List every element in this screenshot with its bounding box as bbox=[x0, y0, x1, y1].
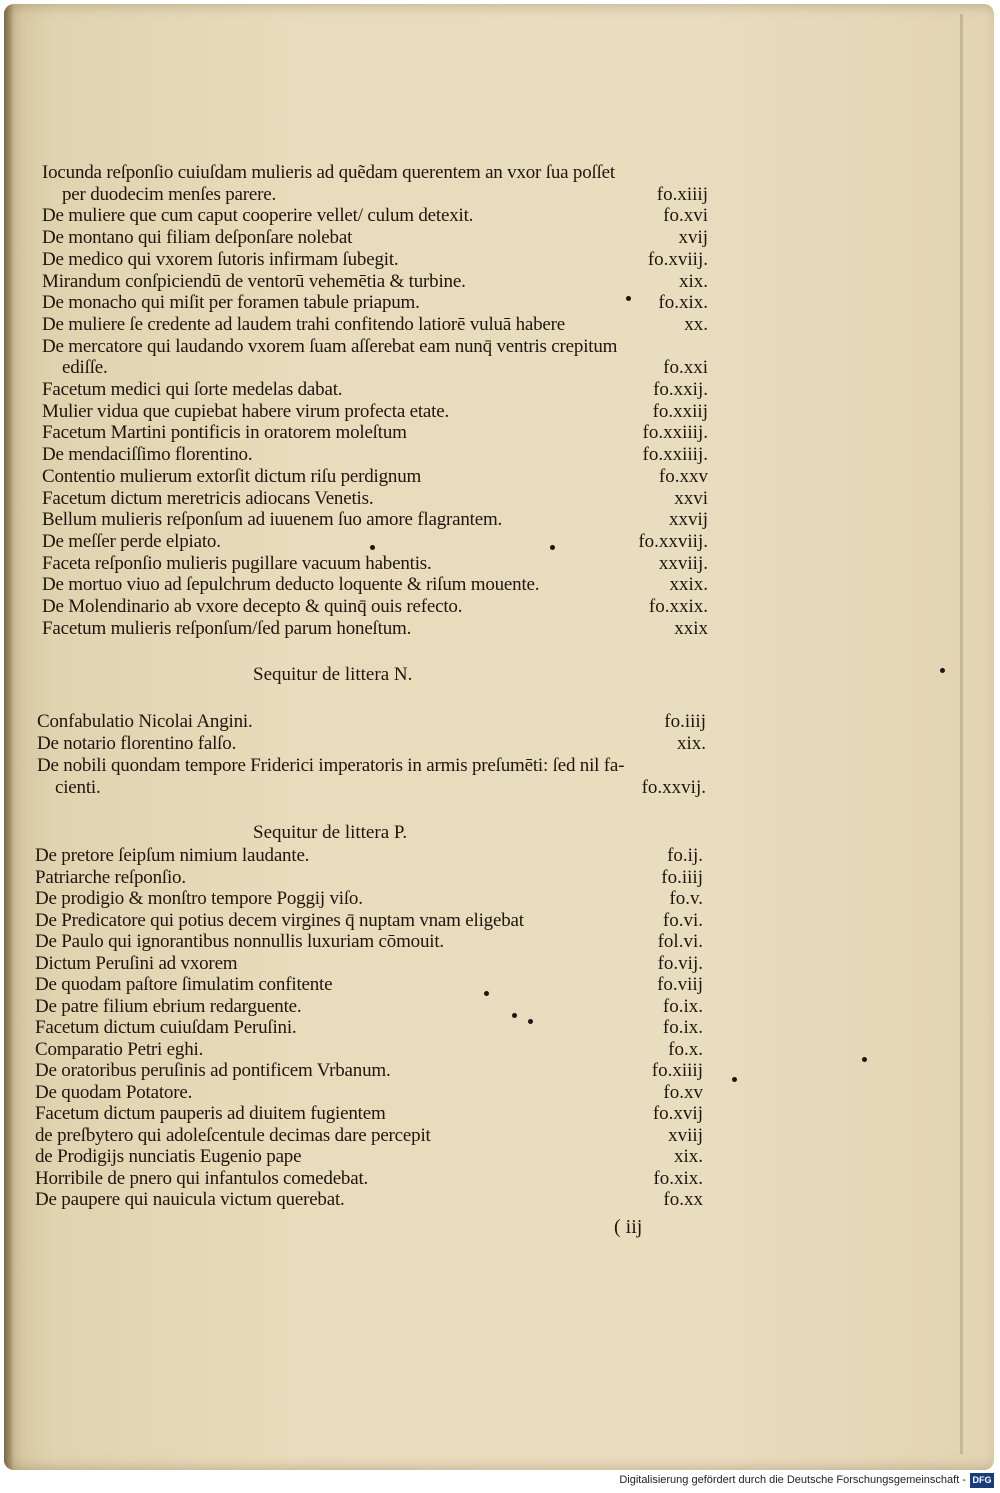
entry-folio: fo.xxix. bbox=[648, 596, 708, 617]
entry-title: ediſſe. bbox=[62, 357, 108, 379]
entry-title: Iocunda reſponſio cuiuſdam mulieris ad quẽdam querentem an vxor ſua poſſet bbox=[42, 162, 615, 183]
entry-title: de preſbytero qui adoleſcentule decimas dare percepit bbox=[35, 1124, 431, 1146]
entry-folio: fo.xxvij. bbox=[641, 777, 706, 798]
entry-folio: fo.xxij. bbox=[653, 379, 708, 400]
dfg-logo: DFG bbox=[970, 1473, 994, 1488]
index-entry bbox=[0, 596, 1000, 618]
entry-title: De mercatore qui laudando vxorem ſuam aſſerebat eam nunq̄ ventris crepitum bbox=[42, 335, 618, 357]
entry-folio: fo.viij bbox=[657, 974, 703, 995]
index-entry bbox=[0, 1125, 1000, 1147]
ink-speck bbox=[370, 545, 375, 550]
index-entry bbox=[0, 711, 1000, 733]
ink-speck bbox=[550, 545, 555, 550]
index-entry bbox=[0, 205, 1000, 227]
entry-title: Faceta reſponſio mulieris pugillare vacuum habentis. bbox=[42, 552, 432, 574]
entry-folio: fo.ij. bbox=[667, 845, 703, 866]
entry-title: De quodam Potatore. bbox=[35, 1081, 193, 1103]
entry-title: Facetum dictum cuiuſdam Peruſini. bbox=[35, 1017, 297, 1038]
ink-speck bbox=[626, 296, 631, 301]
entry-title: Facetum dictum meretricis adiocans Venetis. bbox=[42, 487, 374, 509]
entry-folio: fo.v. bbox=[669, 888, 703, 909]
entry-title: De oratoribus peruſinis ad pontificem Vrbanum. bbox=[35, 1060, 391, 1081]
index-entry bbox=[0, 292, 1000, 314]
entry-folio: fo.xviij. bbox=[647, 248, 708, 270]
index-entry bbox=[0, 466, 1000, 488]
entry-folio: fo.xv bbox=[663, 1081, 703, 1103]
entry-folio: fo.xvij bbox=[652, 1103, 703, 1124]
entry-title: Patriarche reſponſio. bbox=[35, 866, 186, 888]
entry-title: De mendaciſſimo florentino. bbox=[42, 444, 253, 466]
entry-title: De muliere ſe credente ad laudem trahi confitendo latiorē vuluā habere bbox=[42, 313, 566, 335]
index-entry bbox=[0, 1017, 1000, 1039]
index-entry bbox=[0, 531, 1000, 553]
entry-title: Mulier vidua que cupiebat habere virum profecta etate. bbox=[42, 400, 450, 422]
entry-title: per duodecim menſes parere. bbox=[62, 183, 277, 205]
index-entry bbox=[0, 1189, 1000, 1211]
entry-folio: xxix. bbox=[669, 574, 708, 596]
funding-credit: Digitalisierung gefördert durch die Deutsche Forschungsgemeinschaft - bbox=[619, 1474, 966, 1486]
index-entry bbox=[0, 910, 1000, 932]
entry-title: De notario florentino falſo. bbox=[37, 733, 237, 754]
index-entry bbox=[0, 777, 1000, 799]
entry-folio: fo.xix. bbox=[658, 292, 708, 314]
entry-folio: fo.xxviij. bbox=[638, 530, 708, 552]
entry-title: Dictum Peruſini ad vxorem bbox=[35, 952, 238, 974]
index-entry bbox=[0, 953, 1000, 975]
index-entry bbox=[0, 227, 1000, 249]
entry-folio: fo.x. bbox=[668, 1038, 703, 1060]
entry-title: Bellum mulieris reſponſum ad iuuenem ſuo amore flagrantem. bbox=[42, 509, 503, 531]
index-entry bbox=[0, 357, 1000, 379]
index-entry bbox=[0, 336, 1000, 358]
index-entry bbox=[0, 509, 1000, 531]
entry-title: De mortuo viuo ad ſepulchrum deducto loquente & riſum mouente. bbox=[42, 574, 540, 596]
index-entry bbox=[0, 867, 1000, 889]
entry-title: De Paulo qui ignorantibus nonnullis luxuriam cōmouit. bbox=[35, 931, 444, 952]
entry-folio: fo.xix. bbox=[653, 1167, 703, 1189]
entry-title: De prodigio & monſtro tempore Poggij viſo. bbox=[35, 888, 363, 909]
entry-folio: xvij bbox=[678, 227, 708, 249]
index-entry bbox=[0, 422, 1000, 444]
entry-folio: xix. bbox=[673, 1146, 703, 1167]
entry-folio: xxviij. bbox=[658, 552, 708, 574]
entry-folio: fo.xxv bbox=[658, 465, 708, 487]
index-entry bbox=[0, 1103, 1000, 1125]
entry-folio: xviij bbox=[668, 1124, 703, 1146]
index-entry bbox=[0, 162, 1000, 184]
entry-title: de Prodigijs nunciatis Eugenio pape bbox=[35, 1146, 302, 1167]
index-entry bbox=[0, 249, 1000, 271]
index-entry bbox=[0, 931, 1000, 953]
entry-title: De muliere que cum caput cooperire vellet/ culum detexit. bbox=[42, 205, 474, 227]
index-entry bbox=[0, 401, 1000, 423]
ink-speck bbox=[512, 1013, 517, 1018]
entry-title: cienti. bbox=[55, 777, 101, 798]
entry-folio: fo.xxi bbox=[663, 357, 708, 379]
index-entry bbox=[0, 974, 1000, 996]
entry-folio: fo.xxiiij. bbox=[642, 422, 708, 444]
entry-folio: fo.ix. bbox=[662, 1017, 703, 1038]
entry-title: De patre filium ebrium redarguente. bbox=[35, 995, 302, 1017]
heading-littera-p: Sequitur de littera P. bbox=[253, 822, 408, 843]
entry-folio: xix. bbox=[678, 270, 708, 292]
index-entry bbox=[0, 618, 1000, 640]
index-entry bbox=[0, 314, 1000, 336]
entry-folio: fo.ix. bbox=[662, 995, 703, 1017]
ink-speck bbox=[862, 1057, 867, 1062]
index-entry bbox=[0, 1082, 1000, 1104]
entry-title: De meſſer perde elpiato. bbox=[42, 530, 221, 552]
index-entry bbox=[0, 1039, 1000, 1061]
signature-mark: ( iij bbox=[614, 1216, 643, 1238]
index-entry bbox=[0, 755, 1000, 777]
index-entry bbox=[0, 379, 1000, 401]
entry-title: Comparatio Petri eghi. bbox=[35, 1038, 204, 1060]
entry-folio: fol.vi. bbox=[657, 931, 703, 952]
entry-folio: fo.xvi bbox=[663, 205, 708, 227]
entry-folio: fo.xiiij bbox=[656, 183, 708, 205]
entry-title: De quodam paſtore ſimulatim confitente bbox=[35, 974, 333, 995]
entry-title: Horribile de pnero qui infantulos comedebat. bbox=[35, 1167, 369, 1189]
entry-title: Confabulatio Nicolai Angini. bbox=[37, 711, 253, 732]
entry-folio: fo.xxiiij. bbox=[642, 444, 708, 466]
entry-title: De monacho qui miſit per foramen tabule priapum. bbox=[42, 292, 420, 314]
entry-folio: fo.iiij bbox=[661, 866, 703, 888]
ink-speck bbox=[732, 1077, 737, 1082]
index-entry bbox=[0, 1168, 1000, 1190]
entry-folio: fo.xiiij bbox=[651, 1060, 703, 1081]
entry-title: Facetum medici qui ſorte medelas dabat. bbox=[42, 379, 343, 400]
footer-bar bbox=[0, 1470, 1000, 1493]
entry-folio: xxvi bbox=[674, 487, 708, 509]
entry-title: Contentio mulierum extorſit dictum riſu perdignum bbox=[42, 465, 422, 487]
entry-folio: xix. bbox=[676, 733, 706, 754]
entry-title: De paupere qui nauicula victum querebat. bbox=[35, 1189, 345, 1210]
entry-title: Facetum dictum pauperis ad diuitem fugientem bbox=[35, 1103, 386, 1124]
entry-folio: fo.vi. bbox=[662, 909, 703, 931]
index-entry bbox=[0, 444, 1000, 466]
index-entry bbox=[0, 184, 1000, 206]
heading-littera-n: Sequitur de littera N. bbox=[253, 664, 413, 685]
entry-title: De Molendinario ab vxore decepto & quinq̄ ouis refecto. bbox=[42, 596, 463, 617]
entry-folio: fo.vij. bbox=[657, 952, 703, 974]
entry-title: De Predicatore qui potius decem virgines q̄ nuptam vnam eligebat bbox=[35, 909, 524, 931]
entry-title: De nobili quondam tempore Friderici imperatoris in armis preſumēti: ſed nil fa- bbox=[37, 755, 625, 776]
ink-speck bbox=[528, 1019, 533, 1024]
entry-folio: fo.xx bbox=[663, 1189, 703, 1210]
index-entry bbox=[0, 488, 1000, 510]
entry-title: Facetum mulieris reſponſum/ſed parum honeſtum. bbox=[42, 617, 412, 639]
entry-title: Mirandum conſpiciendū de ventorū vehemētia & turbine. bbox=[42, 270, 466, 292]
entry-folio: xxvij bbox=[668, 509, 708, 531]
index-entry bbox=[0, 1146, 1000, 1168]
entry-title: De pretore ſeipſum nimium laudante. bbox=[35, 845, 310, 866]
entry-folio: fo.xxiij bbox=[652, 400, 708, 422]
entry-title: De montano qui filiam deſponſare nolebat bbox=[42, 227, 353, 249]
index-entry bbox=[0, 574, 1000, 596]
index-entry bbox=[0, 1060, 1000, 1082]
entry-folio: xxix bbox=[674, 617, 708, 639]
entry-folio: fo.iiij bbox=[664, 711, 706, 732]
entry-title: De medico qui vxorem ſutoris infirmam ſubegit. bbox=[42, 248, 399, 270]
index-entry bbox=[0, 553, 1000, 575]
entry-folio: xx. bbox=[684, 313, 708, 335]
ink-speck bbox=[484, 991, 489, 996]
ink-speck bbox=[940, 668, 945, 673]
index-entry bbox=[0, 845, 1000, 867]
index-entry bbox=[0, 888, 1000, 910]
index-entry bbox=[0, 733, 1000, 755]
entry-title: Facetum Martini pontificis in oratorem moleſtum bbox=[42, 422, 407, 444]
index-entry bbox=[0, 271, 1000, 293]
index-entry bbox=[0, 996, 1000, 1018]
